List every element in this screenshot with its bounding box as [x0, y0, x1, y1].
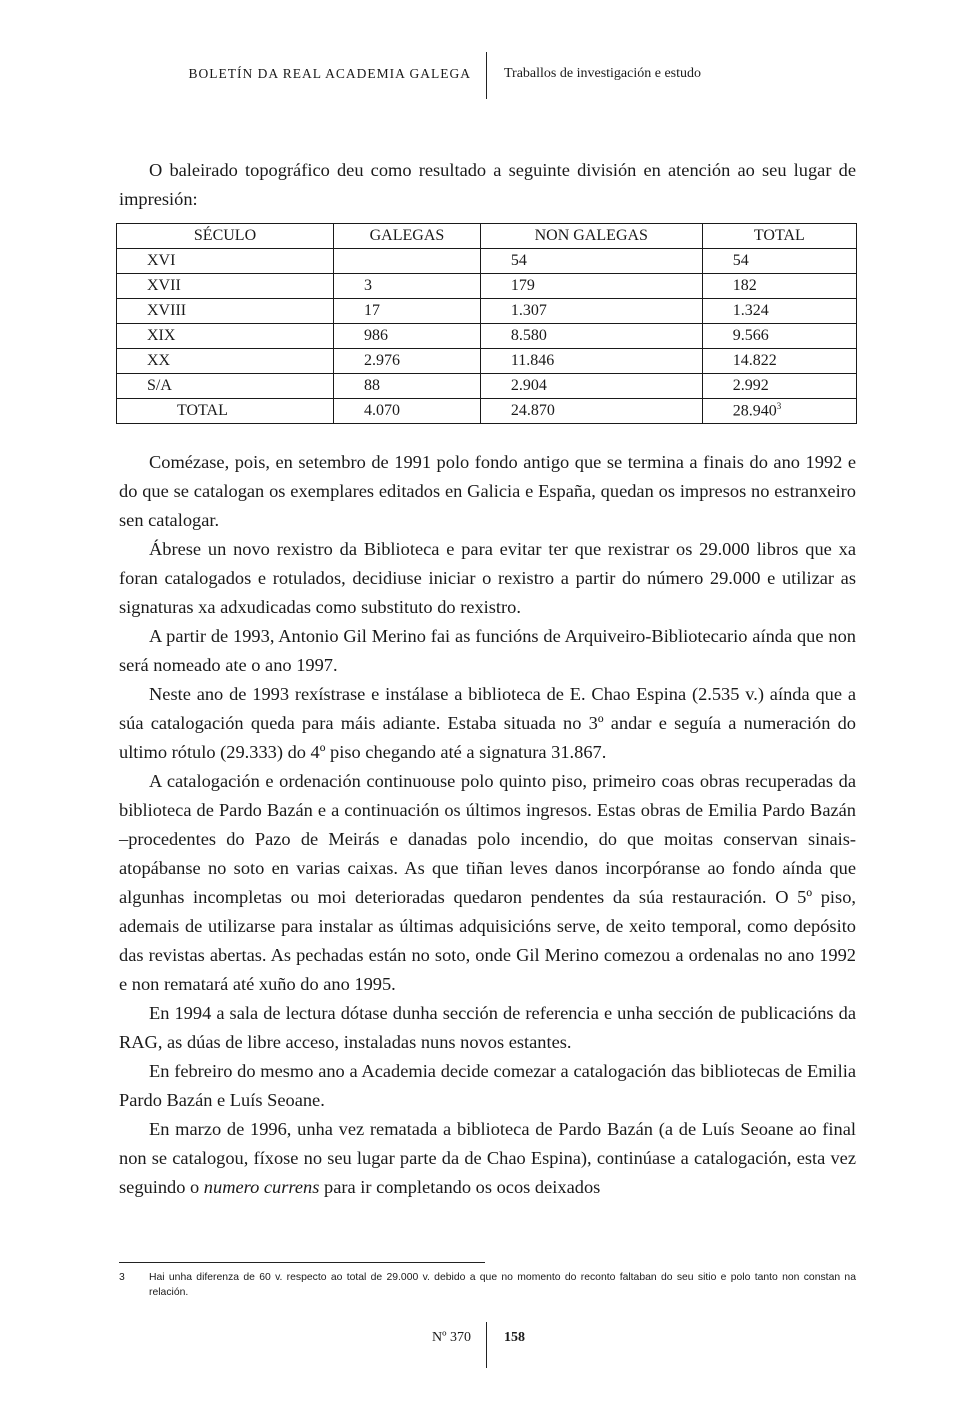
- table-row: [117, 274, 857, 299]
- table-cell: XVIII: [117, 299, 334, 324]
- page-footer: [0, 1322, 975, 1370]
- footnote-rule: [119, 1262, 485, 1263]
- journal-title: BOLETÍN DA REAL ACADEMIA GALEGA: [188, 66, 471, 81]
- table-cell: 1.307: [480, 299, 702, 324]
- column-header: SÉCULO: [117, 224, 334, 249]
- table-cell: 182: [702, 274, 856, 299]
- paragraph: A catalogación e ordenación continuouse polo quinto piso, primeiro coas obras recuperadas da biblioteca de Pardo Bazán e a continuación os últimos ingresos. Estas obras de Emilia Pardo Bazán –procedentes do Pazo de Meirás e danadas polo incendio, do que moitas conservan sinais- atopábanse no soto en varias caixas. As que tiñan leves danos incorpóranse ao fondo aínda que algunhas incompletas ou moi deterioradas quedaron pendentes da súa restauración. O 5º piso, ademais de utilizarse para instalar as últimas adquisicións serve, de xeito temporal, como depósito das revistas abertas. As pechadas están no soto, onde Gil Merino comezou a ordenalas no ano 1992 e non rematará até xuño do ano 1995.: [119, 771, 856, 994]
- italic-term: numero currens: [203, 1177, 320, 1197]
- table-cell: 986: [334, 324, 481, 349]
- imprint-table: [116, 223, 857, 424]
- footer-divider: [486, 1322, 487, 1368]
- paragraph: En febreiro do mesmo ano a Academia decide comezar a catalogación das bibliotecas de Emilia Pardo Bazán e Luís Seoane.: [119, 1061, 856, 1110]
- column-header: GALEGAS: [334, 224, 481, 249]
- footnote-ref: 3: [776, 401, 782, 412]
- main-text: [119, 448, 856, 1202]
- header-divider: [486, 52, 487, 99]
- total-label: TOTAL: [117, 399, 334, 424]
- page-header: [0, 52, 975, 102]
- paragraph: Ábrese un novo rexistro da Biblioteca e para evitar ter que rexistrar os 29.000 libros que xa foran catalogados e rotulados, decidiuse iniciar o rexistro a partir do número 29.000 e utilizar as signaturas xa adxudicadas como substituto do rexistro.: [119, 539, 856, 617]
- table-cell: XIX: [117, 324, 334, 349]
- table-cell: XVI: [117, 249, 334, 274]
- footnote-number: 3: [119, 1272, 125, 1283]
- paragraph: Neste ano de 1993 rexístrase e instálase a biblioteca de E. Chao Espina (2.535 v.) aínda que a súa catalogación queda para máis adiante. Estaba situada no 3º andar e seguía a numeración do ultimo rótulo (29.333) do 4º piso chegando até a signatura 31.867.: [119, 684, 856, 762]
- table-cell: 2.992: [702, 374, 856, 399]
- grand-total-value: 28.940: [732, 402, 777, 420]
- table-cell: 8.580: [480, 324, 702, 349]
- table-cell: 3: [334, 274, 481, 299]
- grand-total-cell: [702, 399, 856, 424]
- table-cell: XX: [117, 349, 334, 374]
- footnote: [119, 1270, 856, 1300]
- table-cell: 14.822: [702, 349, 856, 374]
- table-cell: 1.324: [702, 299, 856, 324]
- footnote-text: Hai unha diferenza de 60 v. respecto ao total de 29.000 v. debido a que no momento do reconto faltaban do seu sitio e polo tanto non constan na relación.: [149, 1272, 856, 1298]
- column-header: NON GALEGAS: [480, 224, 702, 249]
- paragraph-last: [119, 1115, 856, 1202]
- paragraph: En 1994 a sala de lectura dótase dunha sección de referencia e unha sección de publicacións da RAG, as dúas de libre acceso, instaladas nuns novos estantes.: [119, 1003, 856, 1052]
- section-title: Traballos de investigación e estudo: [504, 66, 702, 81]
- table-cell: XVII: [117, 274, 334, 299]
- table-cell: 2.976: [334, 349, 481, 374]
- table-cell: 54: [702, 249, 856, 274]
- table-total-row: [117, 399, 857, 424]
- table-header-row: [117, 224, 857, 249]
- table-cell: S/A: [117, 374, 334, 399]
- paragraph: Comézase, pois, en setembro de 1991 polo fondo antigo que se termina a finais do ano 1992 e do que se catalogan os exemplares editados en Galicia e España, quedan os impresos no estranxeiro sen catalogar.: [119, 452, 856, 530]
- column-header: TOTAL: [702, 224, 856, 249]
- table-row: [117, 299, 857, 324]
- table-cell: 2.904: [480, 374, 702, 399]
- text-run: En marzo de 1996, unha vez rematada a biblioteca de Pardo Bazán (a de Luís Seoane ao final non se catalogou, fíxose no seu lugar parte da de Chao Espina), continúase a catalogación, esta vez seguindo o: [119, 1119, 856, 1197]
- page-number: 158: [504, 1330, 525, 1345]
- table-cell: [334, 249, 481, 274]
- issue-number: Nº 370: [432, 1330, 471, 1345]
- table-cell: 54: [480, 249, 702, 274]
- intro-block: [119, 156, 856, 214]
- table-row: [117, 249, 857, 274]
- table-cell: 179: [480, 274, 702, 299]
- table-cell: 17: [334, 299, 481, 324]
- table-row: [117, 324, 857, 349]
- text-run: para ir completando os ocos deixados: [319, 1177, 601, 1197]
- intro-paragraph: O baleirado topográfico deu como resultado a seguinte división en atención ao seu lugar de impresión:: [119, 160, 856, 209]
- paragraph: A partir de 1993, Antonio Gil Merino fai as funcións de Arquiveiro-Bibliotecario aínda que non será nomeado ate o ano 1997.: [119, 626, 856, 675]
- table-cell: 88: [334, 374, 481, 399]
- table-cell: 9.566: [702, 324, 856, 349]
- table-row: [117, 374, 857, 399]
- table-row: [117, 349, 857, 374]
- table-cell: 24.870: [480, 399, 702, 424]
- table-cell: 4.070: [334, 399, 481, 424]
- table-cell: 11.846: [480, 349, 702, 374]
